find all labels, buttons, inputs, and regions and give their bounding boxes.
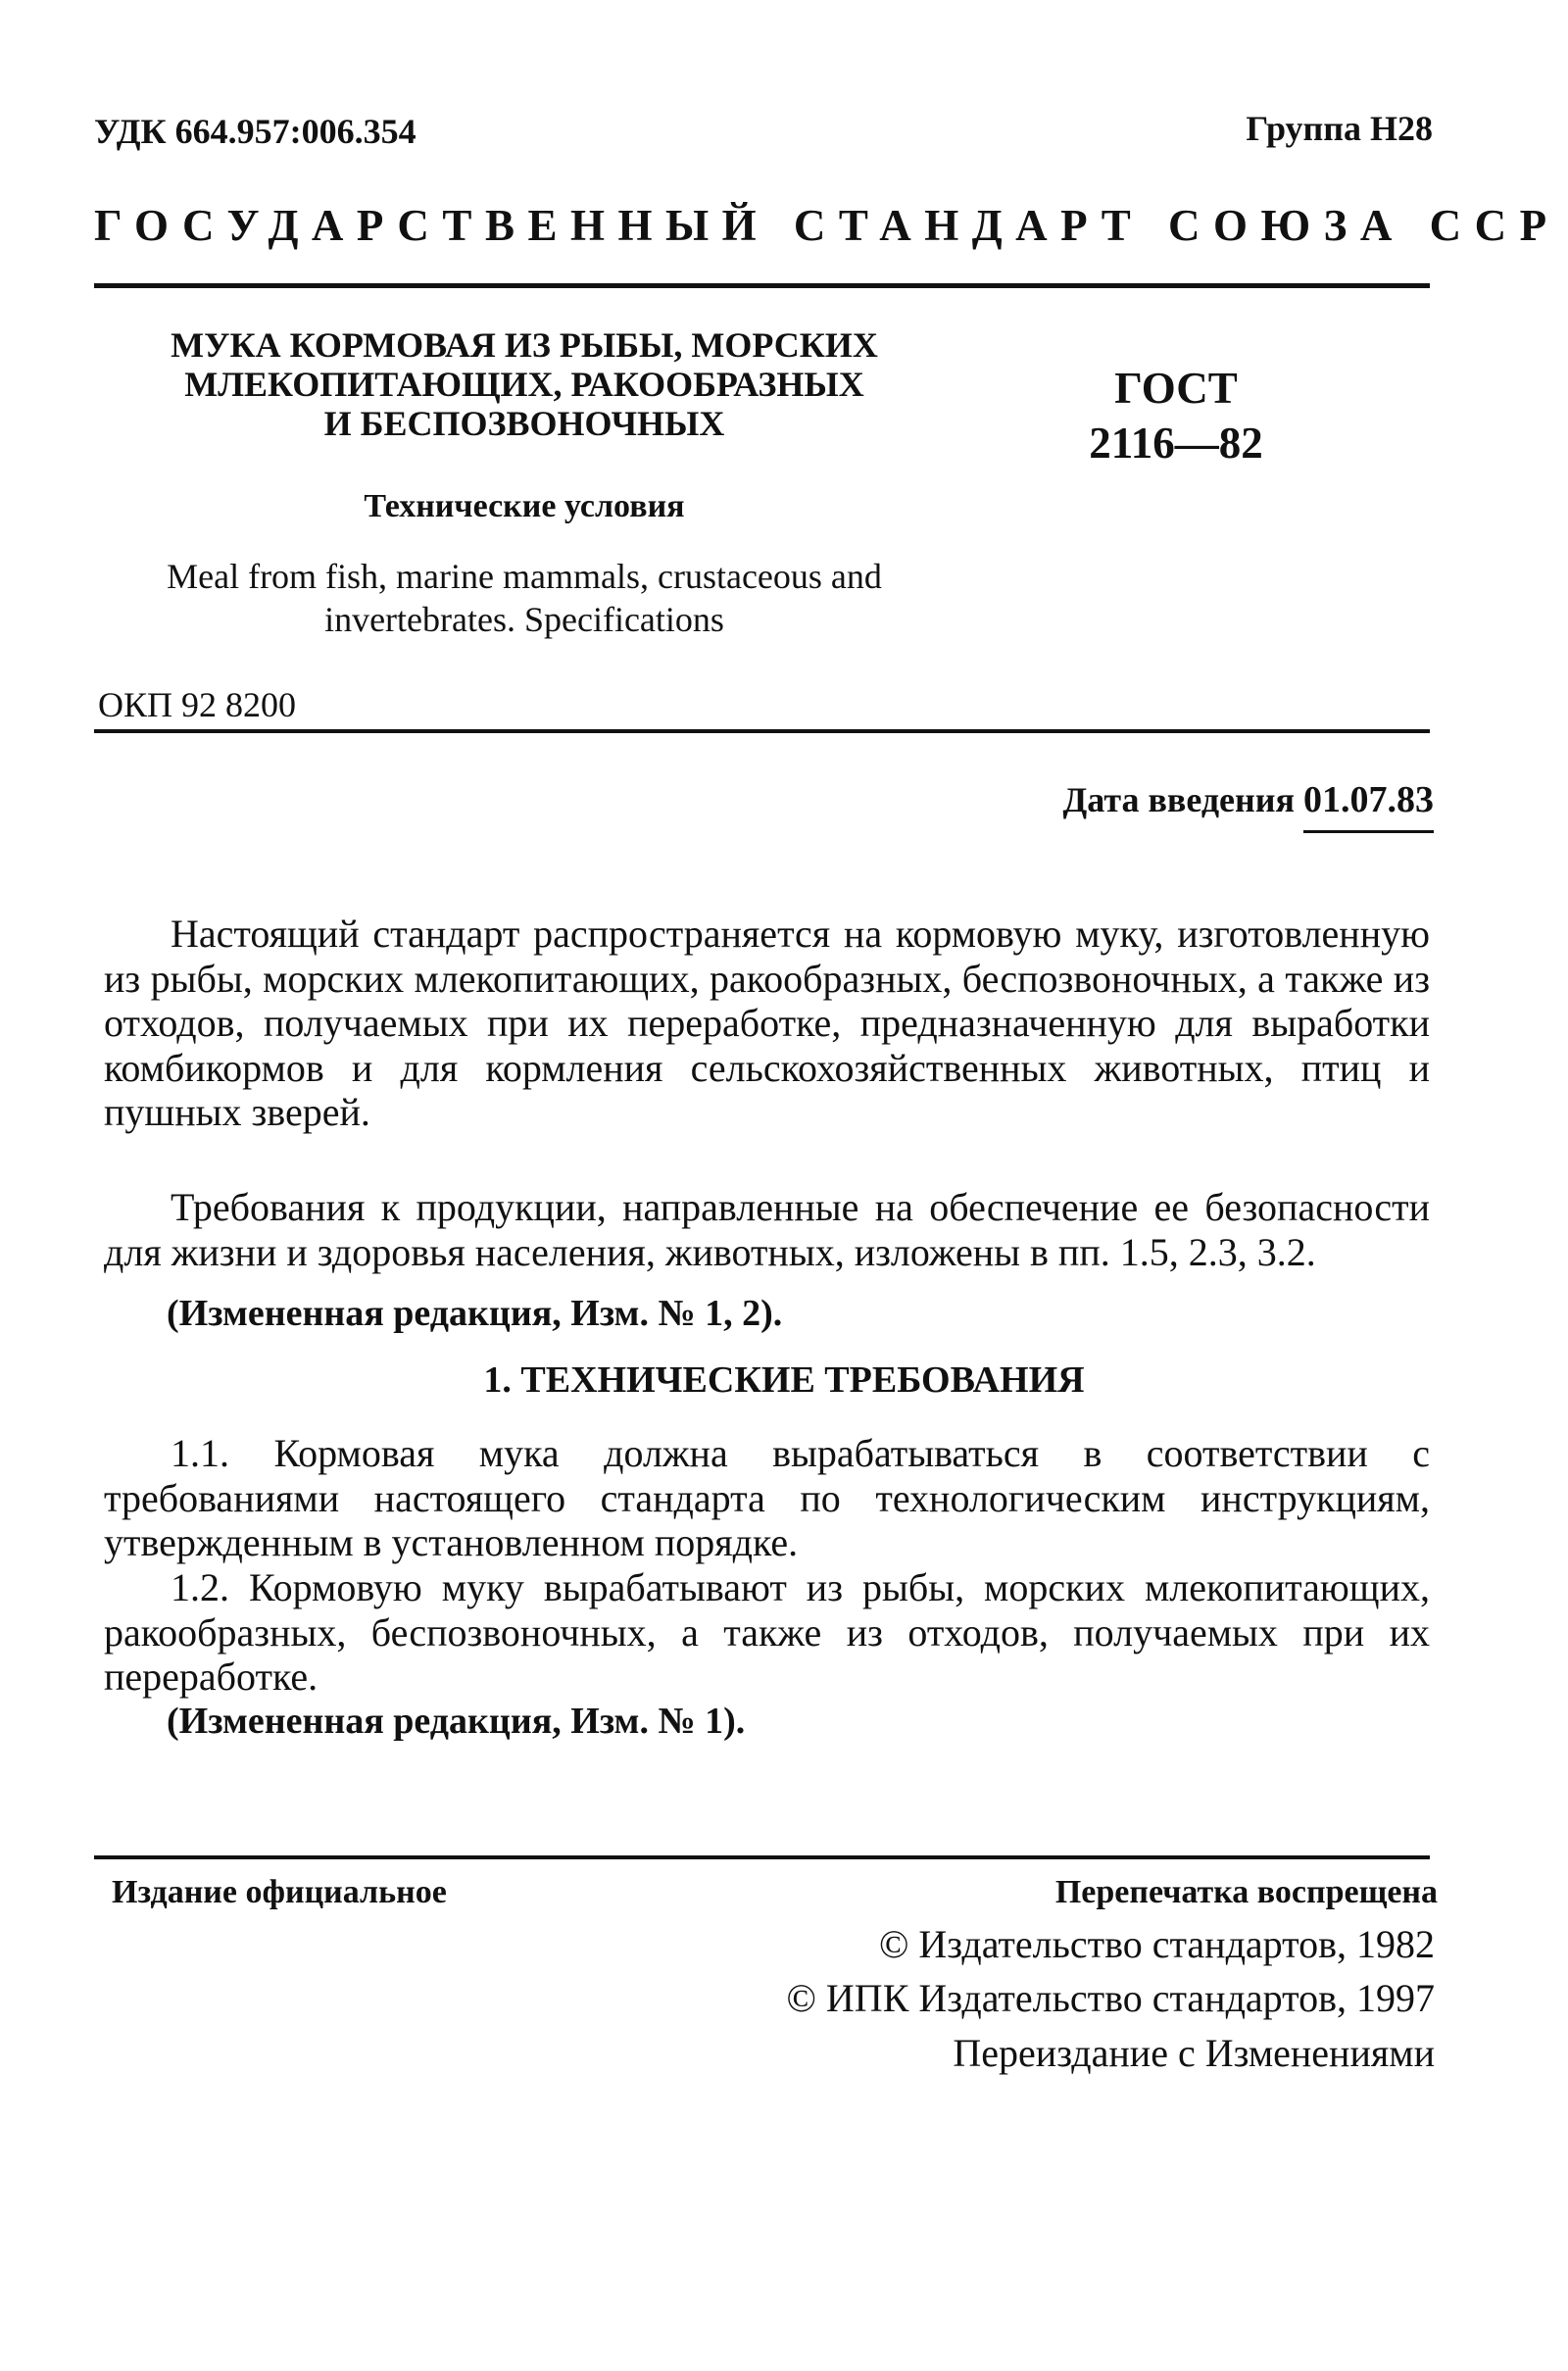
reissue-note: Переиздание с Изменениями: [953, 2031, 1435, 2075]
document-title: [108, 325, 941, 443]
introduction-date: [1063, 778, 1435, 821]
title-divider: [94, 729, 1430, 733]
okp-code: ОКП 92 8200: [98, 685, 297, 724]
footer-divider: [94, 1855, 1430, 1859]
introduction-date-value: 01.07.83: [1303, 779, 1434, 833]
reprint-prohibited-label: Перепечатка воспрещена: [1054, 1874, 1438, 1910]
clause-1-1: 1.1. Кормовая мука должна вырабатываться в соответствии с требованиями настоящего стандарта по технологическим инструкциям, утвержденным в установленном порядке.: [104, 1431, 1430, 1564]
gost-number: 2116—82: [1089, 419, 1263, 468]
english-title-line-2: invertebrates. Specifications: [324, 600, 724, 639]
copyright-1982: © Издательство стандартов, 1982: [878, 1922, 1435, 1966]
document-subtitle: Технические условия: [364, 488, 685, 524]
gost-designation: [1058, 361, 1294, 470]
udk-code: УДК 664.957:006.354: [94, 112, 416, 151]
amendment-note-2: (Измененная редакция, Изм. № 1).: [167, 1701, 746, 1742]
safety-paragraph: Требования к продукции, направленные на обеспечение ее безопасности для жизни и здоровья населения, животных, изложены в пп. 1.5, 2.3, 3.2.: [104, 1185, 1430, 1274]
amendment-note-1: (Измененная редакция, Изм. № 1, 2).: [167, 1293, 783, 1334]
gost-label: ГОСТ: [1114, 364, 1238, 413]
english-title: [108, 555, 941, 641]
official-edition-label: Издание официальное: [112, 1874, 447, 1910]
scope-paragraph: Настоящий стандарт распространяется на кормовую муку, изготовленную из рыбы, морских млекопитающих, ракообразных, беспозвоночных, а также из отходов, получаемых при их переработке, предназначенную для выработки комбикормов и для кормления сельскохозяйственных животных, птиц и пушных зверей.: [104, 912, 1430, 1134]
introduction-date-label: Дата введения: [1062, 780, 1295, 819]
state-standard-heading: ГОСУДАРСТВЕННЫЙ СТАНДАРТ СОЮЗА ССР: [94, 201, 1560, 250]
english-title-line-1: Meal from fish, marine mammals, crustaceous and: [167, 557, 882, 596]
copyright-1997: © ИПК Издательство стандартов, 1997: [786, 1976, 1435, 2020]
title-line-1: МУКА КОРМОВАЯ ИЗ РЫБЫ, МОРСКИХ: [171, 325, 878, 365]
title-line-3: И БЕСПОЗВОНОЧНЫХ: [323, 404, 725, 443]
title-line-2: МЛЕКОПИТАЮЩИХ, РАКООБРАЗНЫХ: [184, 365, 864, 404]
clause-1-2: 1.2. Кормовую муку вырабатывают из рыбы, морских млекопитающих, ракообразных, беспозвоночных, а также из отходов, получаемых при их переработке.: [104, 1565, 1430, 1699]
group-code: Группа Н28: [1246, 109, 1433, 148]
section-1-heading: 1. ТЕХНИЧЕСКИЕ ТРЕБОВАНИЯ: [483, 1359, 1085, 1401]
header-divider: [94, 283, 1430, 288]
